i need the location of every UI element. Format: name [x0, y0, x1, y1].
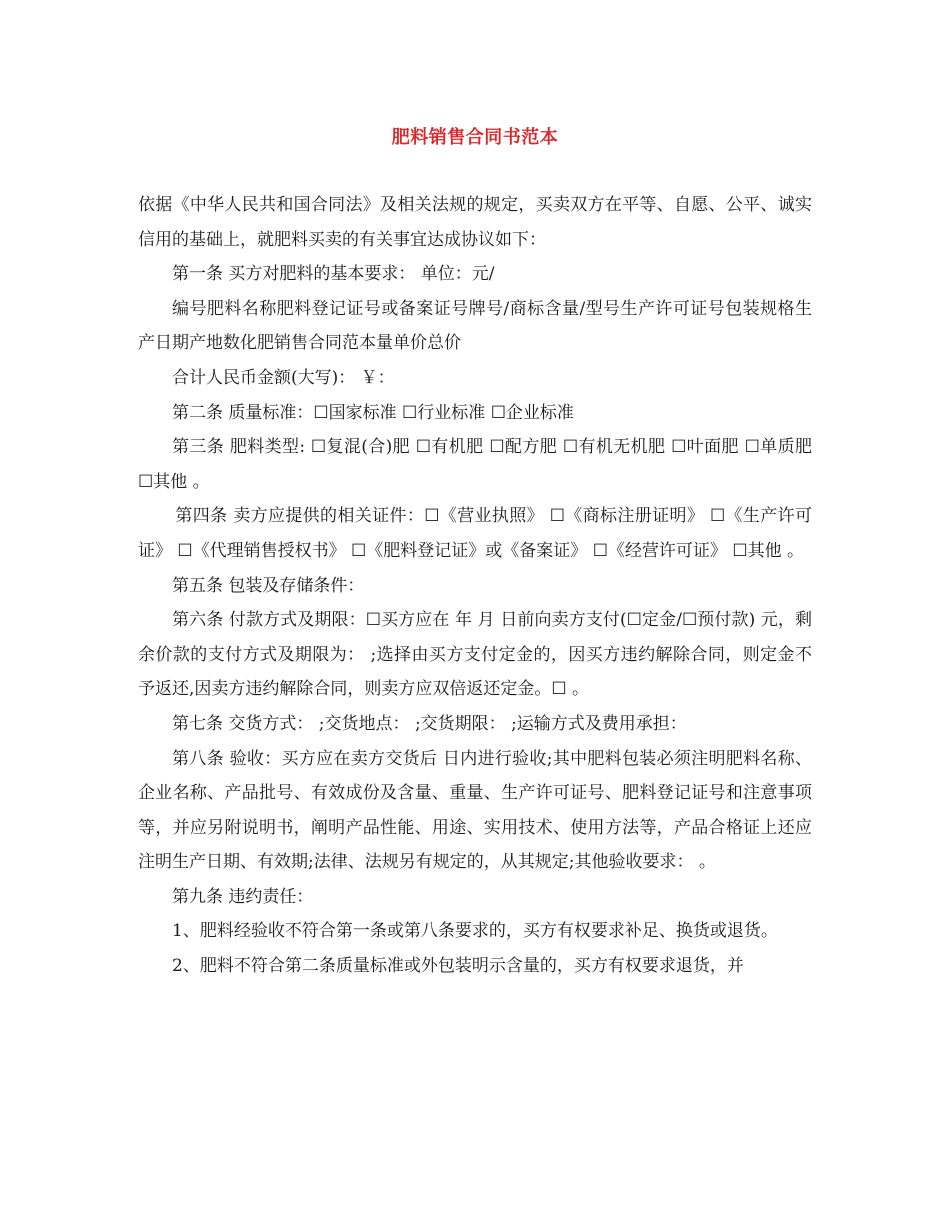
paragraph-clause-9-2: 2、肥料不符合第二条质量标准或外包装明示含量的，买方有权要求退货，并	[172, 956, 744, 977]
paragraph-article-8: 第八条 验收：买方应在卖方交货后 日内进行验收;其中肥料包装必须注明肥料名称、企业名称、产品批号、有效成份及含量、重量、生产许可证号、肥料登记证号和注意事项等，并应另附说明书，阐明产品性能、用途、实用技术、使用方法等，产品合格证上还应注明生产日期、有效期;法律、法规另有规定的，从其规定;其他验收要求： 。	[138, 748, 812, 873]
paragraph-clause-9-1: 1、肥料经验收不符合第一条或第八条要求的，买方有权要求补足、换货或退货。	[172, 921, 778, 942]
paragraph-article-9: 第九条 违约责任：	[172, 886, 314, 907]
paragraph-table-header: 编号肥料名称肥料登记证号或备案证号牌号/商标含量/型号生产许可证号包装规格生产日期产地数化肥销售合同范本量单价总价	[138, 298, 812, 354]
paragraph-article-7: 第七条 交货方式： ;交货地点： ;交货期限： ;运输方式及费用承担：	[172, 713, 687, 734]
paragraph-intro: 依据《中华人民共和国合同法》及相关法规的规定，买卖双方在平等、自愿、公平、诚实信用的基础上，就肥料买卖的有关事宜达成协议如下：	[138, 195, 812, 250]
paragraph-article-4: 第四条 卖方应提供的相关证件：☐《营业执照》 ☐《商标注册证明》 ☐《生产许可证》 ☐《代理销售授权书》 ☐《肥料登记证》或《备案证》 ☐《经营许可证》 ☐其他 。	[138, 506, 812, 561]
paragraph-article-6: 第六条 付款方式及期限：☐买方应在 年 月 日前向卖方支付(☐定金/☐预付款) 元，剩余价款的支付方式及期限为： ;选择由买方支付定金的，因买方违约解除合同，则定金不予返还,因卖方违约解除合同，则卖方应双倍返还定金。☐ 。	[138, 610, 812, 700]
paragraph-article-1: 第一条 买方对肥料的基本要求： 单位：元/	[172, 264, 495, 285]
paragraph-article-2: 第二条 质量标准：☐国家标准 ☐行业标准 ☐企业标准	[172, 402, 574, 423]
document-title: 肥料销售合同书范本	[391, 127, 559, 148]
paragraph-total-amount: 合计人民币金额(大写)： ￥：	[172, 367, 395, 388]
paragraph-article-5: 第五条 包装及存储条件：	[172, 575, 365, 596]
paragraph-article-3: 第三条 肥料类型: ☐复混(合)肥 ☐有机肥 ☐配方肥 ☐有机无机肥 ☐叶面肥 ☐单质肥 ☐其他 。	[138, 437, 812, 492]
document-body	[138, 188, 812, 984]
